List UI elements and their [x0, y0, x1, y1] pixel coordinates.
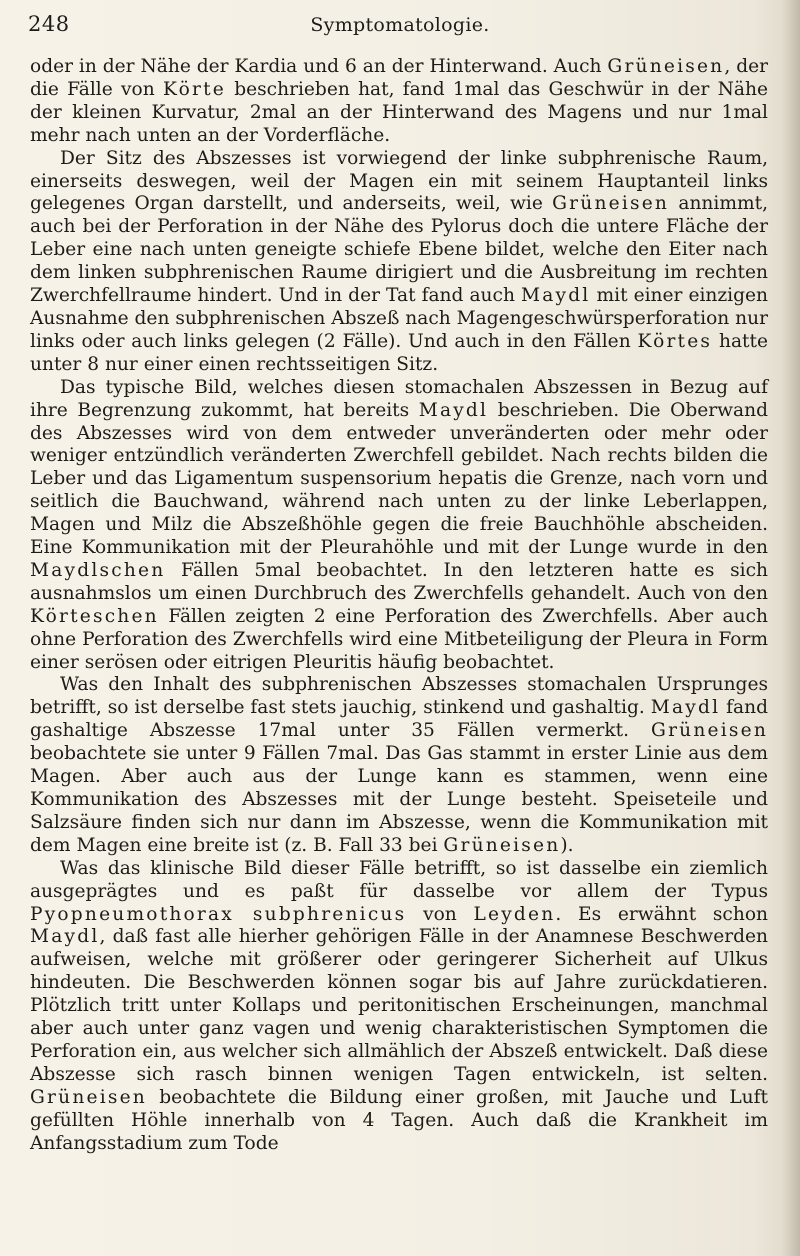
spaced-name: Leyden	[473, 903, 556, 925]
text-run: Das typische Bild, welches diesen stomachalen Abszessen in Bezug auf ihre Begrenzung zukommt, hat bereits	[30, 376, 768, 421]
spaced-name: Körtes	[637, 330, 713, 352]
text-run: ).	[560, 834, 574, 856]
spaced-name: Maydl	[30, 926, 100, 948]
spaced-name: Körte	[163, 78, 226, 100]
text-run: von	[406, 903, 474, 925]
spaced-name: Grüneisen	[552, 193, 670, 215]
text-run: beobachtete sie unter 9 Fällen 7mal. Das Gas stammt in erster Linie aus dem Magen. Aber auch aus der Lunge kann es stammen, wenn eine Kommunikation des Abszesses mit der Lunge besteht. Speiseteile und Salzsäure finden sich nur dann im Abszesse, wenn die Kommunikation mit dem Magen eine breite ist (z. B. Fall 33 bei	[30, 743, 768, 856]
text-run: hatte unter 8 nur einer einen rechtsseitigen Sitz.	[30, 330, 769, 375]
spaced-name: Grüneisen	[30, 1086, 147, 1108]
page-header	[0, 10, 800, 40]
page-number: 248	[28, 12, 70, 36]
body-text	[30, 56, 768, 1156]
spaced-name: Maydl	[520, 285, 591, 307]
text-run: Was das klinische Bild dieser Fälle betrifft, so ist dasselbe ein ziemlich ausgeprägtes und es paßt für dasselbe vor allem der Typus	[30, 857, 768, 902]
running-head: Symptomatologie.	[310, 14, 490, 36]
text-run: mit einer einzigen Ausnahme den subphrenischen Abszeß nach Magengeschwürsperforation nur links oder auch links gelegen (2 Fälle). Und auch in den Fällen	[30, 285, 768, 352]
paragraph	[30, 858, 768, 1156]
text-run: beobachtete die Bildung einer großen, mit Jauche und Luft gefüllten Höhle innerhalb von 4 Tagen. Auch daß die Krankheit im Anfangsstadium zum Tode	[30, 1086, 768, 1154]
paragraph	[30, 56, 768, 148]
text-run: oder in der Nähe der Kardia und 6 an der Hinterwand. Auch	[30, 56, 608, 77]
paragraph	[30, 377, 768, 675]
text-run: beschrieben hat, fand 1mal das Geschwür in der Nähe der kleinen Kurvatur, 2mal an der Hinterwand des Magens und nur 1mal mehr nach unten an der Vorderfläche.	[30, 78, 768, 146]
text-run: annimmt, auch bei der Perforation in der Nähe des Pylorus doch die untere Fläche der Leber eine nach unten geneigte schiefe Ebene bildet, welche den Eiter nach dem linken subphrenischen Raume dirigiert und die Ausbreitung im rechten Zwerchfellraume hindert. Und in der Tat fand auch	[30, 193, 768, 307]
text-run: Fällen zeigten 2 eine Perforation des Zwerchfells. Aber auch ohne Perforation des Zwerchfells wird eine Mitbeteiligung der Pleura in Form einer serösen oder eitrigen Pleuritis häufig beobachtet.	[30, 605, 768, 673]
text-run: fand gashaltige Abszesse 17mal unter 35 Fällen vermerkt.	[30, 697, 768, 742]
spaced-name: Körteschen	[30, 605, 159, 627]
page-edge-shadow	[782, 0, 800, 1256]
text-run: beschrieben. Die Oberwand des Abszesses wird von dem entweder unveränderten oder mehr oder weniger entzündlich veränderten Zwerchfell gebildet. Nach rechts bilden die Leber und das Ligamentum suspensorium hepatis die Grenze, nach vorn und seitlich die Bauchwand, während nach unten zu der linke Leberlappen, Magen und Milz die Abszeßhöhle gegen die freie Bauchhöhle abscheiden. Eine Kommunikation mit der Pleurahöhle und mit der Lunge wurde in den	[30, 399, 769, 559]
paragraph	[30, 674, 768, 857]
text-run: Der Sitz des Abszesses ist vorwiegend der linke subphrenische Raum, einerseits deswegen, weil der Magen ein mit seinem Hauptanteil links gelegenes Organ darstellt, und anderseits, weil, wie	[30, 147, 768, 215]
spaced-name: Grüneisen	[607, 56, 725, 77]
spaced-name: Grüneisen	[651, 720, 768, 742]
text-run: , daß fast alle hierher gehörigen Fälle in der Anamnese Beschwerden aufweisen, welche mit größerer oder geringerer Sicherheit auf Ulkus hindeuten. Die Beschwerden können sogar bis auf Jahre zurückdatieren. Plötzlich tritt unter Kollaps und peritonitischen Erscheinungen, manchmal aber auch unter ganz vagen und wenig charakteristischen Symptomen die Perforation ein, aus welcher sich allmählich der Abszeß entwickelt. Daß diese Abszesse sich rasch binnen wenigen Tagen entwickeln, ist selten.	[30, 926, 768, 1085]
spaced-name: Maydl	[418, 399, 489, 421]
text-run: . Es erwähnt schon	[555, 903, 768, 925]
spaced-name: Maydlschen	[30, 559, 166, 581]
text-run: Fällen 5mal beobachtet. In den letzteren hatte es sich ausnahmslos um einen Durchbruch des Zwerchfells gehandelt. Auch von den	[30, 559, 768, 604]
spaced-name: Grüneisen	[443, 834, 561, 856]
text-run: Was den Inhalt des subphrenischen Abszesses stomachalen Ursprunges betrifft, so ist derselbe fast stets jauchig, stinkend und gashaltig.	[30, 674, 768, 719]
spaced-name: Maydl	[650, 697, 721, 719]
text-run: , der die Fälle von	[30, 56, 768, 100]
spaced-name: Pyopneumothorax subphrenicus	[30, 903, 407, 925]
paragraph	[30, 148, 768, 377]
